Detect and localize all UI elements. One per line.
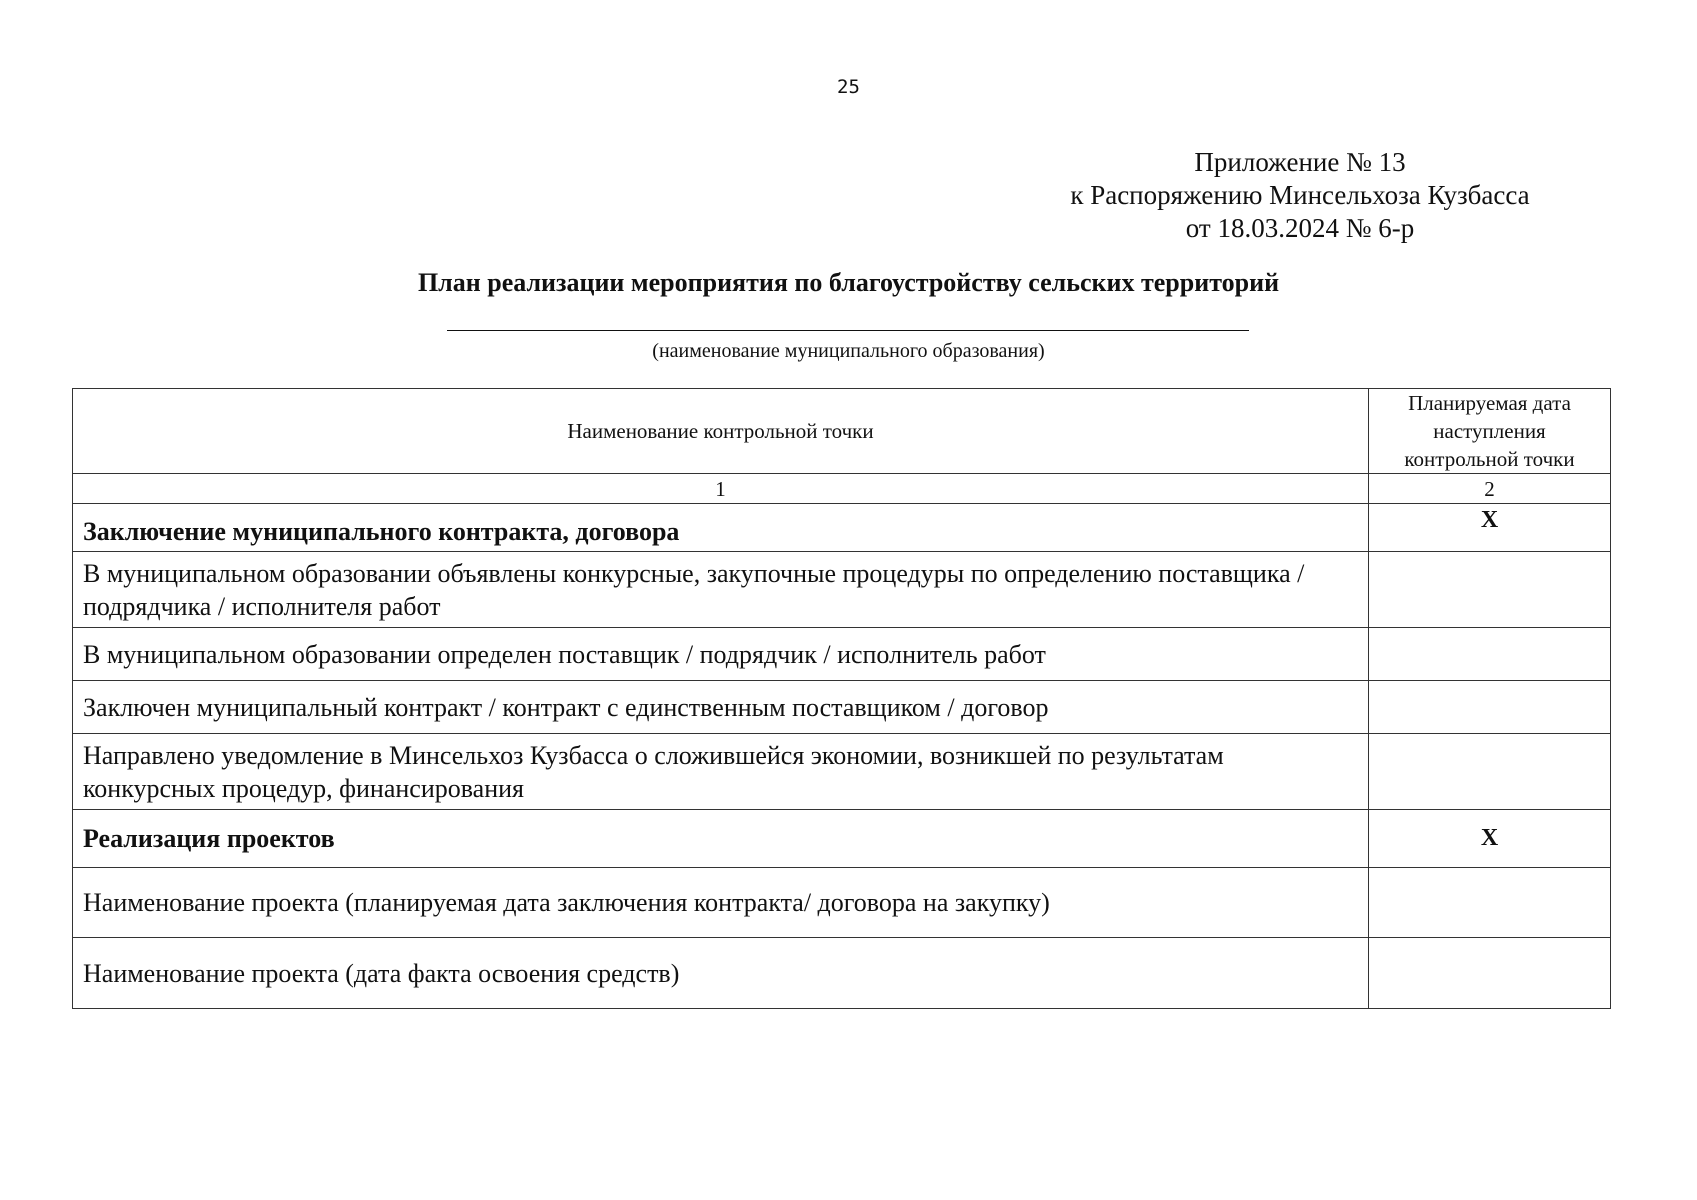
planned-date-cell — [1369, 628, 1611, 681]
appendix-order: к Распоряжению Минсельхоза Кузбасса — [1070, 180, 1530, 210]
planned-date-cell — [1369, 681, 1611, 734]
column-number-row — [73, 474, 1611, 504]
control-point-name: Наименование проекта (дата факта освоения средств) — [73, 938, 1369, 1009]
control-point-name: Направлено уведомление в Минсельхоз Кузбасса о сложившейся экономии, возникшей по результатам конкурсных процедур, финансирования — [73, 734, 1369, 810]
header-planned-date: Планируемая дата наступления контрольной точки — [1369, 389, 1611, 474]
table-row — [73, 938, 1611, 1009]
control-point-name: В муниципальном образовании определен поставщик / подрядчик / исполнитель работ — [73, 628, 1369, 681]
table-row — [73, 628, 1611, 681]
section-row — [73, 504, 1611, 552]
section-mark: Х — [1369, 504, 1611, 552]
control-point-name: Заключен муниципальный контракт / контракт с единственным поставщиком / договор — [73, 681, 1369, 734]
municipality-caption: (наименование муниципального образования) — [652, 340, 1045, 362]
planned-date-cell — [1369, 734, 1611, 810]
section-title: Заключение муниципального контракта, договора — [73, 504, 1369, 552]
document-title: План реализации мероприятия по благоустройству сельских территорий — [417, 268, 1280, 297]
control-point-name: В муниципальном образовании объявлены конкурсные, закупочные процедуры по определению поставщика / подрядчика / исполнителя работ — [73, 552, 1369, 628]
appendix-reference — [1000, 146, 1600, 245]
table-row — [73, 552, 1611, 628]
section-mark: Х — [1369, 810, 1611, 868]
table-row — [73, 868, 1611, 938]
municipality-blank-line — [447, 330, 1249, 331]
page-number: 25 — [837, 76, 860, 98]
table-header-row — [73, 389, 1611, 474]
table-row — [73, 681, 1611, 734]
planned-date-cell — [1369, 868, 1611, 938]
appendix-number: Приложение № 13 — [1194, 147, 1406, 177]
control-points-table — [72, 388, 1611, 1009]
control-point-name: Наименование проекта (планируемая дата заключения контракта/ договора на закупку) — [73, 868, 1369, 938]
table-row — [73, 734, 1611, 810]
section-row — [73, 810, 1611, 868]
header-control-point-name: Наименование контрольной точки — [73, 389, 1369, 474]
planned-date-cell — [1369, 938, 1611, 1009]
appendix-date: от 18.03.2024 № 6-р — [1185, 213, 1415, 243]
planned-date-cell — [1369, 552, 1611, 628]
column-number-2: 2 — [1369, 474, 1611, 504]
section-title: Реализация проектов — [73, 810, 1369, 868]
column-number-1: 1 — [73, 474, 1369, 504]
